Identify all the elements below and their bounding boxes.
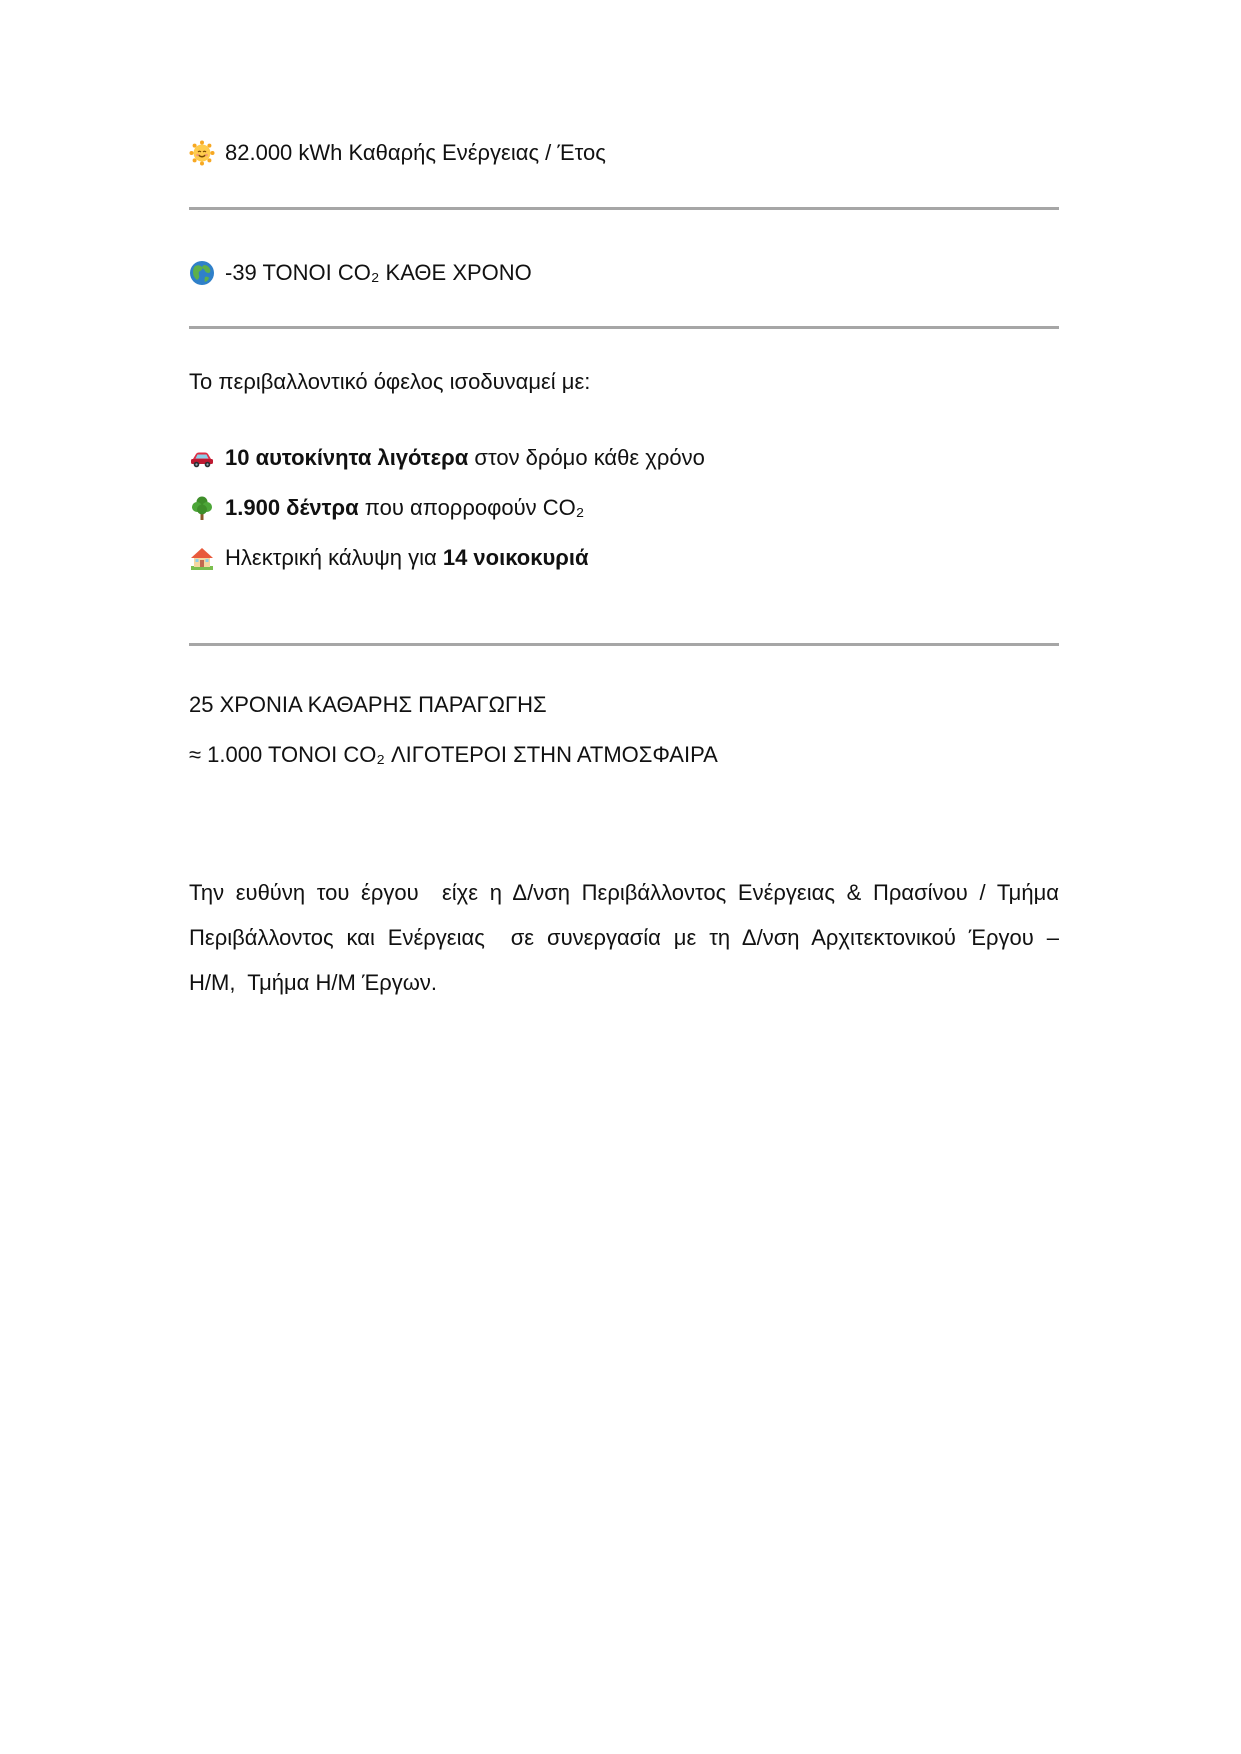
co2-stat [189,258,532,288]
lifetime-total-text: ≈ 1.000 ΤΟΝΟΙ CO₂ ΛΙΓΟΤΕΡΟΙ ΣΤΗΝ ΑΤΜΟΣΦΑΙΡΑ [189,742,718,767]
house-icon [189,545,215,571]
lifetime-total [189,740,718,770]
equivalence-intro [189,367,590,397]
document-page [189,0,1059,1754]
lifetime-years-text: 25 ΧΡΟΝΙΑ ΚΑΘΑΡΗΣ ΠΑΡΑΓΩΓΗΣ [189,692,547,717]
responsibility-line: Την ευθύνη του έργου είχε η Δ/νση Περιβάλλοντος Ενέργειας & Πρασίνου / Τμήμα [189,880,1059,905]
globe-icon [189,260,215,286]
equivalence-item-cars [189,443,705,473]
lifetime-years [189,690,547,720]
cars-rest: στον δρόμο κάθε χρόνο [468,445,705,470]
equivalence-item-households [189,543,589,573]
divider [189,326,1059,329]
equivalence-item-trees [189,493,584,523]
divider [189,207,1059,210]
households-count: 14 νοικοκυριά [442,545,589,570]
trees-rest: που απορροφούν CO₂ [358,495,585,520]
divider [189,643,1059,646]
trees-count: 1.900 δέντρα [225,495,359,520]
sun-face-icon [189,140,215,166]
responsibility-line: Η/Μ, Τμήμα Η/Μ Έργων. [189,970,438,995]
energy-stat [189,138,606,168]
responsibility-line: Περιβάλλοντος και Ενέργειας σε συνεργασία με τη Δ/νση Αρχιτεκτονικού Έργου – [189,925,1059,950]
car-icon [189,445,215,471]
households-pre: Ηλεκτρική κάλυψη για [225,545,443,570]
co2-stat-text: -39 ΤΟΝΟΙ CO₂ ΚΑΘΕ ΧΡΟΝΟ [225,260,532,285]
cars-count: 10 αυτοκίνητα λιγότερα [225,445,469,470]
tree-icon [189,495,215,521]
energy-stat-text: 82.000 kWh Καθαρής Ενέργειας / Έτος [225,140,606,165]
equivalence-intro-text: Το περιβαλλοντικό όφελος ισοδυναμεί με: [189,369,591,394]
responsibility-paragraph [189,870,1059,1005]
